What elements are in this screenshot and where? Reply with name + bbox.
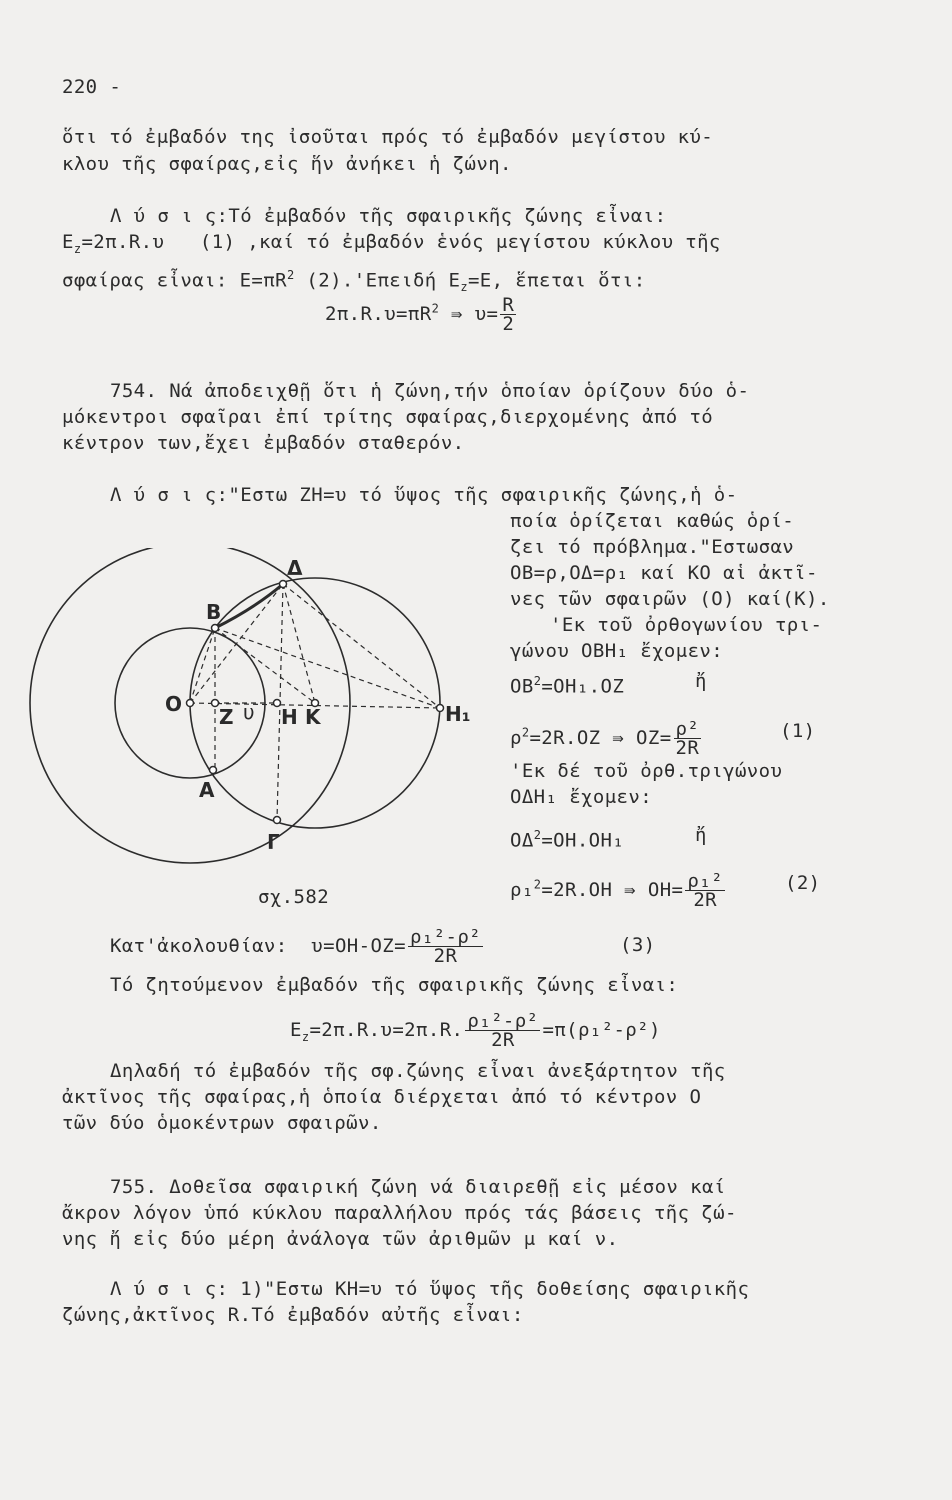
line-ob — [190, 628, 215, 703]
equation-u: Κατ'ἀκολουθίαν: υ=OH-OZ= $\frac{\text{ρ₁²-ρ²}}{2R}$ — [110, 926, 482, 967]
figure-582 — [15, 548, 493, 888]
label-k: K — [305, 705, 321, 729]
problem755-line-1: 755. Δοθεῖσα σφαιρική ζώνη νά διαιρεθῇ εἰς μέσον καί — [110, 1176, 726, 1198]
conclusion-line-1: Δηλαδή τό ἐμβαδόν τῆς σφ.ζώνης εἶναι ἀνεξάρτητον τῆς — [110, 1060, 726, 1082]
label-b: B — [206, 600, 222, 624]
line-bh1 — [215, 628, 440, 708]
equation-oh: ρ₁$^2$=2R.OH ⇛ OH= $\frac{\text{ρ₁²}}{2R}$ — [510, 870, 723, 911]
point-z — [212, 700, 219, 707]
label-g: Γ — [267, 830, 280, 854]
figure-caption: σχ.582 — [258, 886, 330, 908]
page-number: 220 - — [62, 76, 122, 98]
solution754-right-3: OB=ρ,OΔ=ρ₁ καί KO αἱ ἀκτῖ- — [510, 562, 818, 584]
intro-line-2: κλου τῆς σφαίρας,εἰς ἥν ἀνήκει ἡ ζώνη. — [62, 153, 512, 175]
label-h1: H₁ — [445, 702, 471, 726]
point-d — [280, 581, 287, 588]
solution754-right-6: γώνου OBH₁ ἔχομεν: — [510, 640, 724, 662]
line-od — [190, 584, 283, 703]
point-b — [212, 625, 219, 632]
solution754-right-5: 'Εκ τοῦ ὀρθογωνίου τρι- — [550, 614, 823, 636]
equation-ob-or: ἤ — [695, 670, 707, 692]
equation-oz: $\rho^2=2R.OZ$ ⇛ OZ= $\frac{\text{ρ²}}{2R}$ — [510, 718, 700, 759]
solution1-line-1: Λ ύ σ ι ς:Τό ἐμβαδόν τῆς σφαιρικῆς ζώνης εἶναι: — [110, 205, 667, 227]
problem754-line-3: κέντρον των,ἔχει ἐμβαδόν σταθερόν. — [62, 432, 465, 454]
conclusion-line-2: ἀκτῖνος τῆς σφαίρας,ἡ ὁποία διέρχεται ἀπό τό κέντρον O — [62, 1086, 702, 1108]
label-a: A — [199, 778, 215, 802]
problem754-line-2: μόκεντροι σφαῖραι ἐπί τρίτης σφαίρας,διερχομένης ἀπό τό — [62, 406, 714, 428]
problem755-line-2: ἄκρον λόγον ὑπό κύκλου παραλλήλου πρός τάς βάσεις τῆς ζώ- — [62, 1202, 737, 1224]
problem754-line-1: 754. Νά ἀποδειχθῇ ὅτι ἡ ζώνη,τήν ὁποίαν ὁρίζουν δύο ὁ- — [110, 380, 750, 402]
equation-oh-tag: (2) — [785, 872, 821, 894]
solution754-right-4: νες τῶν σφαιρῶν (O) καί(K). — [510, 588, 830, 610]
solution755-line-1: Λ ύ σ ι ς: 1)"Εστω KH=υ τό ὕψος τῆς δοθείσης σφαιρικῆς — [110, 1278, 750, 1300]
equation-od-or: ἤ — [695, 824, 707, 846]
solution1-line-2: $E_z=2\pi.R.\upsilon$ (1) ,καί τό ἐμβαδόν ἑνός μεγίστου κύκλου τῆς — [62, 231, 721, 256]
intro-line-1: ὅτι τό ἐμβαδόν της ἰσοῦται πρός τό ἐμβαδόν μεγίστου κύ- — [62, 126, 714, 148]
problem755-line-3: νης ἤ εἰς δύο μέρη ἀνάλογα τῶν ἀριθμῶν μ καί ν. — [62, 1228, 619, 1250]
line-dh1 — [283, 584, 440, 708]
point-h — [274, 700, 281, 707]
solution1-line-3: σφαίρας εἶναι: $E=\pi R^2$ (2).'Επειδή $E_z=E$, ἕπεται ὅτι: — [62, 268, 646, 295]
solution1-equation: $2\pi.R.\upsilon=\pi R^2$ ⇛ υ= $\frac{R}{2}$ — [325, 294, 515, 335]
zone-arc — [215, 584, 283, 628]
conclusion-line-3: τῶν δύο ὁμοκέντρων σφαιρῶν. — [62, 1112, 382, 1134]
equation-ob: $OB^2=OH_1.OZ$ — [510, 674, 625, 698]
equation-oz-tag: (1) — [780, 720, 816, 742]
line-dk — [283, 584, 315, 703]
point-o — [187, 700, 194, 707]
solution754-right-7: 'Εκ δέ τοῦ ὀρθ.τριγώνου — [510, 760, 783, 782]
solution754-right-1: ποία ὁρίζεται καθώς ὁρί- — [510, 510, 795, 532]
point-h1 — [437, 705, 444, 712]
solution754-right-8: OΔH₁ ἔχομεν: — [510, 786, 653, 808]
solution754-line-1: Λ ύ σ ι ς:"Εστω ZH=υ τό ὕψος τῆς σφαιρικῆς ζώνης,ἡ ὁ- — [110, 484, 738, 506]
label-h: H — [281, 705, 298, 729]
label-delta: Δ — [287, 556, 303, 580]
label-u: υ — [243, 700, 255, 724]
label-z: Z — [219, 705, 234, 729]
point-a — [210, 767, 217, 774]
equation-u-tag: (3) — [620, 934, 656, 956]
solution754-right-2: ζει τό πρόβλημα."Εστωσαν — [510, 536, 795, 558]
line-bk — [215, 628, 315, 703]
label-o: O — [165, 692, 183, 716]
equation-od: $O\Delta^2=OH.OH_1$ — [510, 828, 625, 852]
equation-ez: $E_z=2\pi.R.\upsilon=2\pi.R$. $\frac{\text{ρ₁²-ρ²}}{2R}$ =π(ρ₁²-ρ²) — [290, 1010, 661, 1051]
point-g — [274, 817, 281, 824]
solution755-line-2: ζώνης,ἀκτῖνος R.Τό ἐμβαδόν αὐτῆς εἶναι: — [62, 1304, 524, 1326]
required-area-line: Τό ζητούμενον ἐμβαδόν τῆς σφαιρικῆς ζώνης εἶναι: — [110, 974, 679, 996]
